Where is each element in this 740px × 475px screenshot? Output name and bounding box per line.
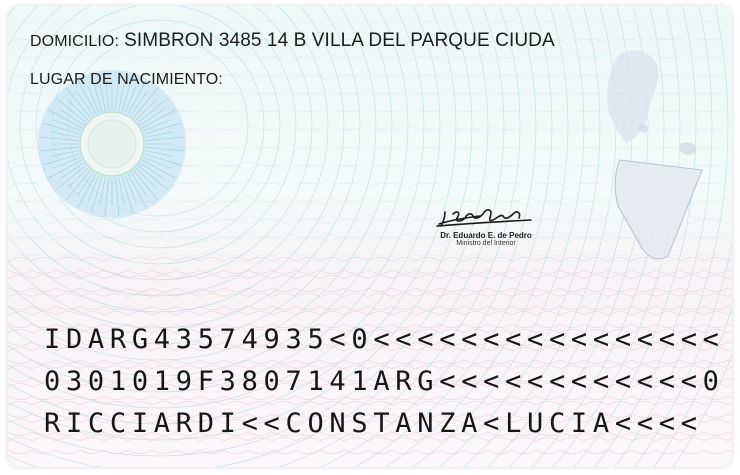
birthplace-field (30, 68, 223, 90)
signatory-title: Ministro del Interior (456, 240, 516, 247)
handwritten-signature (431, 200, 541, 230)
address-field (30, 30, 555, 52)
id-card-back (8, 6, 732, 467)
mrz-line-1: IDARG43574935<0<<<<<<<<<<<<<<<< (44, 324, 725, 355)
argentina-map-icon (607, 50, 702, 258)
signatory-name: Dr. Eduardo E. de Pedro (440, 231, 532, 240)
address-value: SIMBRON 3485 14 B VILLA DEL PARQUE CIUDA (124, 30, 555, 51)
mrz-line-2: 0301019F3807141ARG<<<<<<<<<<<<0 (44, 366, 725, 397)
sun-seal-icon (38, 70, 186, 218)
signature-block (421, 200, 551, 247)
address-label: DOMICILIO: (30, 33, 120, 50)
mrz-line-3: RICCIARDI<<CONSTANZA<LUCIA<<<< (44, 408, 703, 439)
birthplace-label: LUGAR DE NACIMIENTO: (30, 71, 223, 88)
